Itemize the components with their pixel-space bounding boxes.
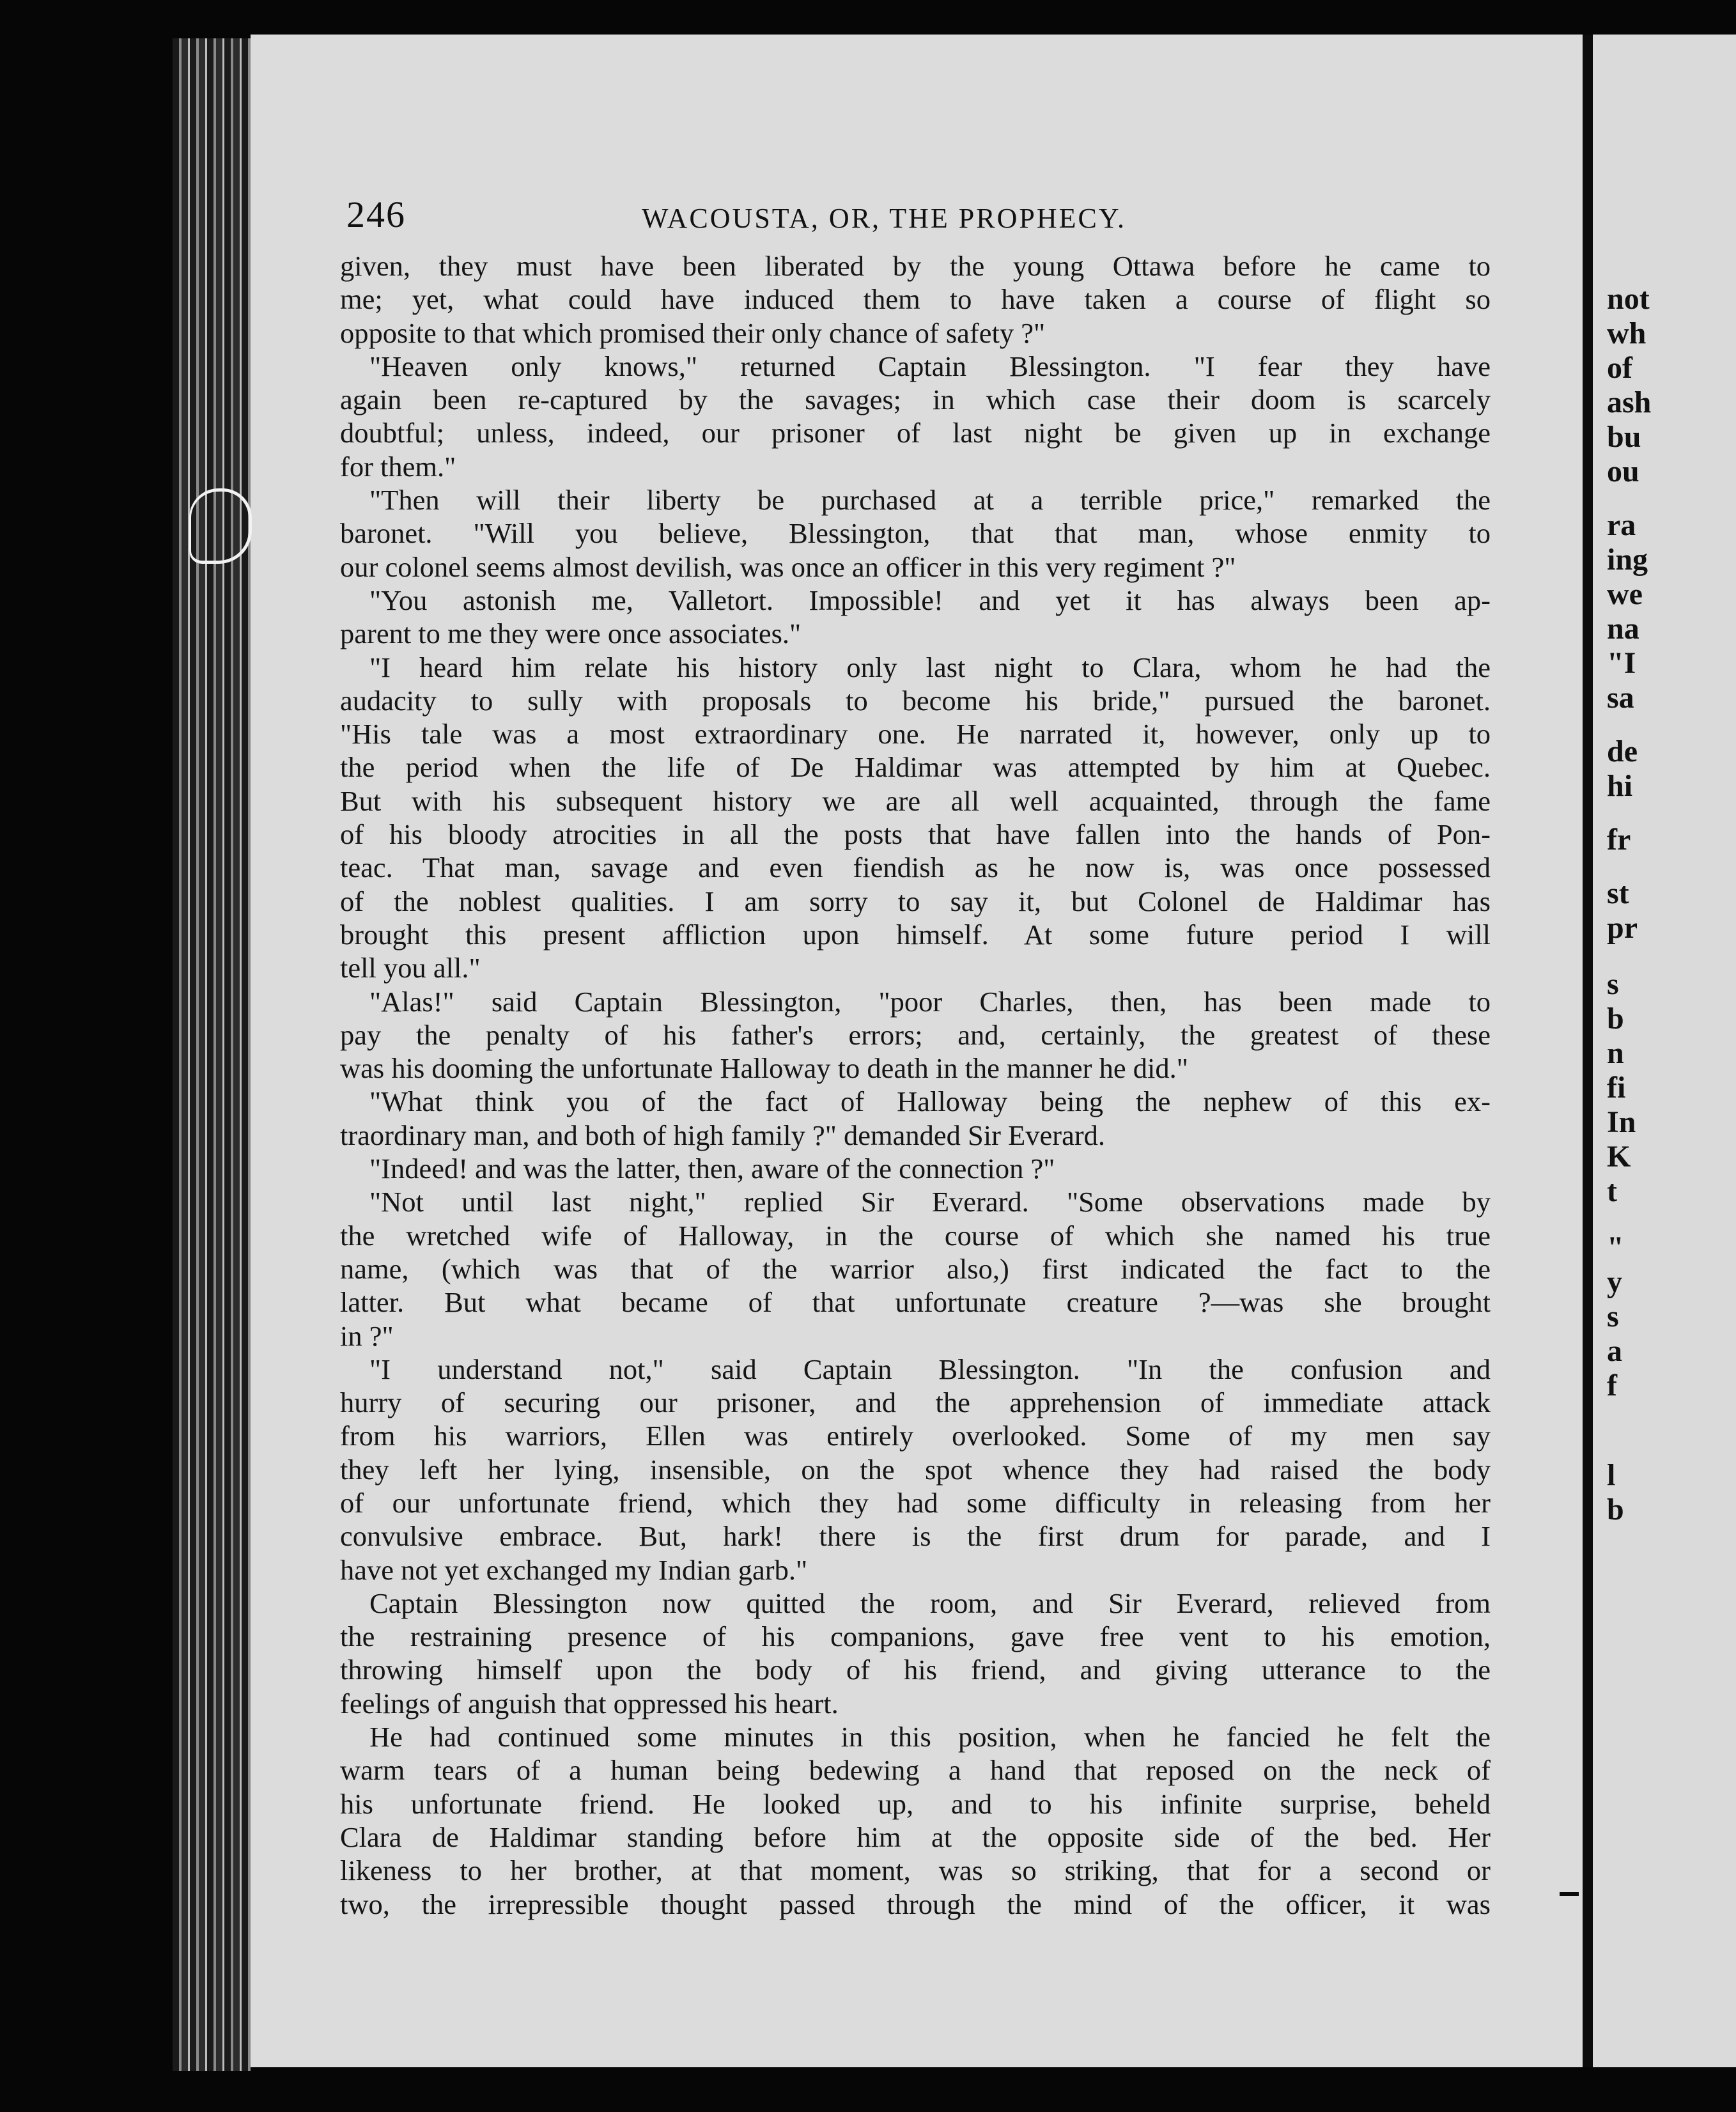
adjacent-page-fragment: of <box>1607 351 1632 385</box>
text-line: "You astonish me, Valletort. Impossible! and yet it has always been ap- <box>369 584 1491 616</box>
text-line: the restraining presence of his companions, gave free vent to his emotion, <box>340 1620 1491 1653</box>
adjacent-page-fragment: a <box>1607 1334 1622 1368</box>
text-line: "Heaven only knows," returned Captain Blessington. "I fear they have <box>369 350 1491 382</box>
margin-pencil-mark <box>189 488 252 564</box>
text-line: feelings of anguish that oppressed his heart. <box>340 1687 839 1720</box>
text-line: again been re-captured by the savages; in which case their doom is scarcely <box>340 384 1491 416</box>
text-line: "Then will their liberty be purchased at a terrible price," remarked the <box>369 484 1491 516</box>
adjacent-page-fragment: b <box>1607 1493 1624 1526</box>
adjacent-page-fragment: "I <box>1607 646 1636 680</box>
text-line: brought this present affliction upon himself. At some future period I will <box>340 918 1491 951</box>
body-text <box>340 249 1491 1921</box>
book-page <box>251 35 1583 2067</box>
page-number: 246 <box>346 194 406 235</box>
text-line: the period when the life of De Haldimar was attempted by him at Quebec. <box>340 751 1491 784</box>
text-line: given, they must have been liberated by the young Ottawa before he came to <box>340 250 1491 282</box>
text-line: But with his subsequent history we are all well acquainted, through the fame <box>340 784 1491 817</box>
adjacent-page-fragment: K <box>1607 1140 1631 1174</box>
adjacent-page-fragment: ra <box>1607 508 1636 542</box>
text-line: of our unfortunate friend, which they had some difficulty in releasing from her <box>340 1486 1491 1519</box>
text-line: "Alas!" said Captain Blessington, "poor Charles, then, has been made to <box>369 985 1491 1018</box>
text-line: convulsive embrace. But, hark! there is the first drum for parade, and I <box>340 1520 1491 1553</box>
text-line: "What think you of the fact of Halloway being the nephew of this ex- <box>369 1085 1491 1118</box>
text-line: teac. That man, savage and even fiendish as he now is, was once possessed <box>340 851 1491 884</box>
scan-artifact-mark <box>1560 1892 1579 1896</box>
adjacent-page-fragment: ing <box>1607 543 1648 577</box>
adjacent-page-fragment: fi <box>1607 1071 1626 1105</box>
text-line: warm tears of a human being bedewing a hand that reposed on the neck of <box>340 1754 1491 1787</box>
text-line: tell you all." <box>340 952 481 984</box>
book-spine-edge <box>173 38 251 2071</box>
text-line: "I understand not," said Captain Blessington. "In the confusion and <box>369 1353 1491 1385</box>
adjacent-page-fragment: sa <box>1607 681 1634 715</box>
adjacent-page-fragment: st <box>1607 876 1629 910</box>
text-line: name, (which was that of the warrior also,) first indicated the fact to the <box>340 1252 1491 1285</box>
page-header <box>346 193 1484 244</box>
text-line: doubtful; unless, indeed, our prisoner of last night be given up in exchange <box>340 417 1491 449</box>
text-line: throwing himself upon the body of his friend, and giving utterance to the <box>340 1654 1491 1686</box>
text-line: for them." <box>340 450 456 483</box>
text-line: of his bloody atrocities in all the posts that have fallen into the hands of Pon- <box>340 818 1491 851</box>
adjacent-page-fragment: " <box>1607 1231 1624 1264</box>
text-line: was his dooming the unfortunate Halloway to death in the manner he did." <box>340 1052 1188 1085</box>
adjacent-page-fragment: fr <box>1607 823 1631 857</box>
text-line: me; yet, what could have induced them to have taken a course of flight so <box>340 283 1491 316</box>
adjacent-page-fragment: t <box>1607 1174 1617 1208</box>
text-line: two, the irrepressible thought passed through the mind of the officer, it was <box>340 1888 1491 1920</box>
adjacent-page-fragment: l <box>1607 1458 1616 1492</box>
text-line: likeness to her brother, at that moment, was so striking, that for a second or <box>340 1854 1491 1887</box>
text-line: from his warriors, Ellen was entirely overlooked. Some of my men say <box>340 1420 1491 1452</box>
adjacent-page-edge <box>1593 35 1736 2067</box>
adjacent-page-fragment: s <box>1607 967 1619 1001</box>
adjacent-page-fragment: pr <box>1607 911 1638 945</box>
text-line: "I heard him relate his history only last night to Clara, whom he had the <box>369 651 1491 683</box>
text-line: audacity to sully with proposals to become his bride," pursued the baronet. <box>340 684 1491 717</box>
text-line: his unfortunate friend. He looked up, and to his infinite surprise, beheld <box>340 1787 1491 1820</box>
adjacent-page-fragment: ash <box>1607 385 1652 419</box>
page-gutter <box>1583 35 1593 2067</box>
text-line: parent to me they were once associates." <box>340 617 802 650</box>
adjacent-page-fragment: na <box>1607 612 1639 646</box>
text-line: baronet. "Will you believe, Blessington, that that man, whose enmity to <box>340 517 1491 550</box>
adjacent-page-fragment: ou <box>1607 454 1639 488</box>
text-line: they left her lying, insensible, on the spot whence they had raised the body <box>340 1453 1491 1486</box>
adjacent-page-fragment: f <box>1607 1369 1617 1402</box>
adjacent-page-fragment: wh <box>1607 316 1647 350</box>
running-head: WACOUSTA, OR, THE PROPHECY. <box>642 203 1126 234</box>
text-line: opposite to that which promised their only chance of safety ?" <box>340 316 1046 349</box>
text-line: our colonel seems almost devilish, was once an officer in this very regiment ?" <box>340 550 1236 583</box>
text-line: in ?" <box>340 1319 394 1352</box>
adjacent-page-fragment: not <box>1607 282 1650 316</box>
text-line: latter. But what became of that unfortunate creature ?—was she brought <box>340 1286 1491 1319</box>
text-line: have not yet exchanged my Indian garb." <box>340 1553 808 1586</box>
adjacent-page-fragment: de <box>1607 734 1638 768</box>
text-line: Clara de Haldimar standing before him at the opposite side of the bed. Her <box>340 1821 1491 1853</box>
text-line: traordinary man, and both of high family ?" demanded Sir Everard. <box>340 1119 1106 1151</box>
text-line: of the noblest qualities. I am sorry to say it, but Colonel de Haldimar has <box>340 885 1491 917</box>
adjacent-page-fragment: we <box>1607 577 1643 611</box>
adjacent-page-fragment: In <box>1607 1105 1636 1139</box>
text-line: "Indeed! and was the latter, then, aware of the connection ?" <box>369 1153 1055 1185</box>
adjacent-page-fragment: s <box>1607 1300 1619 1333</box>
text-line: "Not until last night," replied Sir Everard. "Some observations made by <box>369 1186 1491 1218</box>
text-line: Captain Blessington now quitted the room, and Sir Everard, relieved from <box>369 1587 1491 1619</box>
adjacent-page-fragment: b <box>1607 1002 1624 1036</box>
adjacent-page-fragment: hi <box>1607 769 1633 803</box>
text-line: the wretched wife of Halloway, in the course of which she named his true <box>340 1219 1491 1252</box>
text-line: "His tale was a most extraordinary one. He narrated it, however, only up to <box>340 718 1491 750</box>
adjacent-page-fragment: y <box>1607 1265 1622 1299</box>
text-line: hurry of securing our prisoner, and the apprehension of immediate attack <box>340 1386 1491 1419</box>
text-line: pay the penalty of his father's errors; and, certainly, the greatest of these <box>340 1018 1491 1051</box>
adjacent-page-fragment: bu <box>1607 420 1641 454</box>
text-line: He had continued some minutes in this position, when he fancied he felt the <box>369 1721 1491 1753</box>
adjacent-page-fragment: n <box>1607 1036 1624 1070</box>
